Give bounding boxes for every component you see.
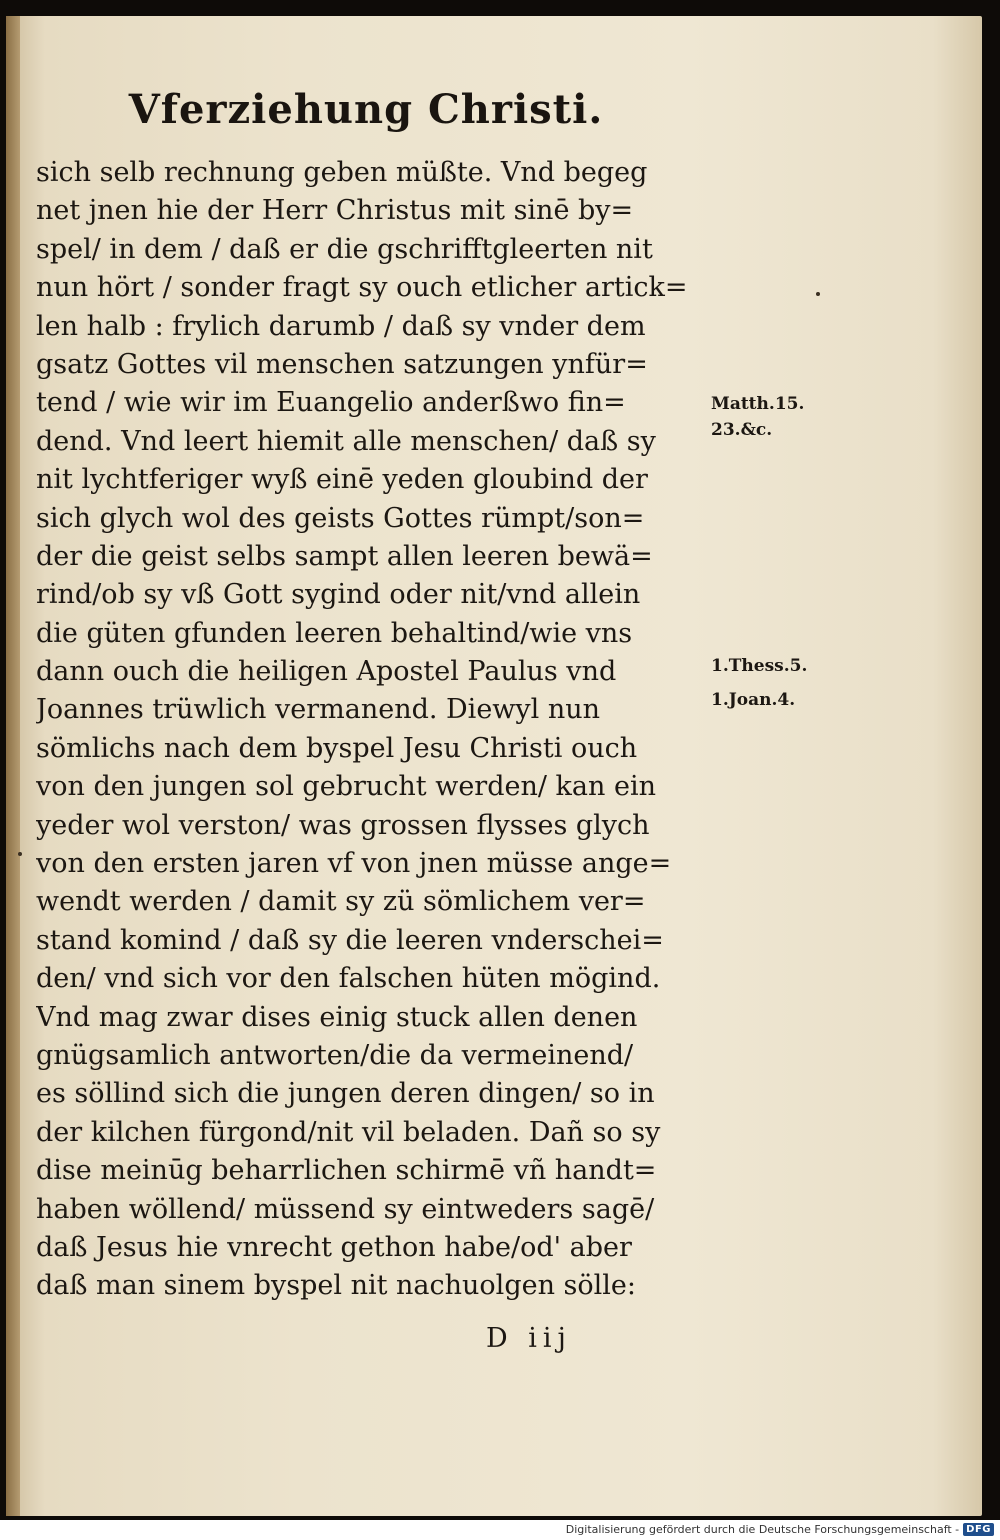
text-line: dann ouch die heiligen Apostel Paulus vnd [36, 656, 617, 688]
text-line: von den jungen sol gebrucht werden/ kan ein [36, 771, 656, 803]
text-line: dend. Vnd leert hiemit alle menschen/ daß sy [36, 425, 656, 457]
text-line: stand komind / daß sy die leeren vnderschei= [36, 924, 664, 956]
text-line: spel/ in dem / daß er die gschrifftgleerten nit [36, 233, 653, 265]
marginal-note-matthew: Matth.15. [711, 394, 805, 414]
text-line: der die geist selbs sampt allen leeren bewä= [36, 540, 653, 572]
text-line: haben wöllend/ müssend sy eintweders sagē/ [36, 1193, 655, 1225]
text-line: nun hört / sonder fragt sy ouch etlicher artick= [36, 272, 688, 304]
text-line: sich selb rechnung geben müßte. Vnd begeg [36, 157, 648, 188]
marginal-note-john: 1.Joan.4. [711, 690, 796, 710]
text-line: net jnen hie der Herr Christus mit sinē by= [36, 195, 634, 227]
text-line: von den ersten jaren vf von jnen müsse ange= [36, 848, 672, 880]
text-line: der kilchen fürgond/nit vil beladen. Dañ so sy [36, 1116, 661, 1148]
text-line: Joannes trüwlich vermanend. Diewyl nun [36, 694, 601, 726]
footer-credit-text: Digitalisierung gefördert durch die Deutsche Forschungsgemeinschaft - [565, 1522, 960, 1536]
running-head: Vferziehung Christi. [128, 86, 604, 133]
digitization-footer [566, 1520, 994, 1538]
text-line: gnügsamlich antworten/die da vermeinend/ [36, 1039, 634, 1071]
text-line: wendt werden / damit sy zü sömlichem ver= [36, 886, 646, 918]
text-line: tend / wie wir im Euangelio anderßwo fin= [36, 387, 626, 419]
marginal-note-thessalonians: 1.Thess.5. [711, 656, 808, 676]
text-line: die güten gfunden leeren behaltind/wie vns [36, 617, 633, 649]
text-line: daß man sinem byspel nit nachuolgen sölle: [36, 1270, 637, 1302]
page-binding-edge [6, 16, 20, 1516]
text-line: sich glych wol des geists Gottes rümpt/son= [36, 502, 645, 534]
signature-mark: D iij [486, 1323, 572, 1354]
text-line: nit lychtferiger wyß einē yeden gloubind der [36, 464, 648, 496]
text-line: dise meinūg beharrlichen schirmē vñ handt= [36, 1155, 657, 1187]
marginal-note-matthew-verse: 23.&c. [711, 420, 773, 440]
text-line: gsatz Gottes vil menschen satzungen ynfür= [36, 348, 648, 380]
text-line: len halb : frylich darumb / daß sy vnder dem [36, 310, 646, 342]
paper-speck [816, 292, 820, 296]
paper-speck [18, 852, 22, 856]
book-page [6, 16, 982, 1516]
text-line: den/ vnd sich vor den falschen hüten mögind. [36, 963, 661, 995]
text-line: Vnd mag zwar dises einig stuck allen denen [36, 1001, 638, 1033]
text-line: es söllind sich die jungen deren dingen/ so in [36, 1078, 655, 1110]
body-text [36, 154, 716, 1306]
dfg-logo: DFG [963, 1523, 994, 1536]
text-line: sömlichs nach dem byspel Jesu Christi ouch [36, 732, 638, 764]
text-line: yeder wol verston/ was grossen flysses glych [36, 809, 650, 841]
text-line: rind/ob sy vß Gott sygind oder nit/vnd allein [36, 579, 641, 611]
text-line: daß Jesus hie vnrecht gethon habe/od' aber [36, 1231, 632, 1263]
